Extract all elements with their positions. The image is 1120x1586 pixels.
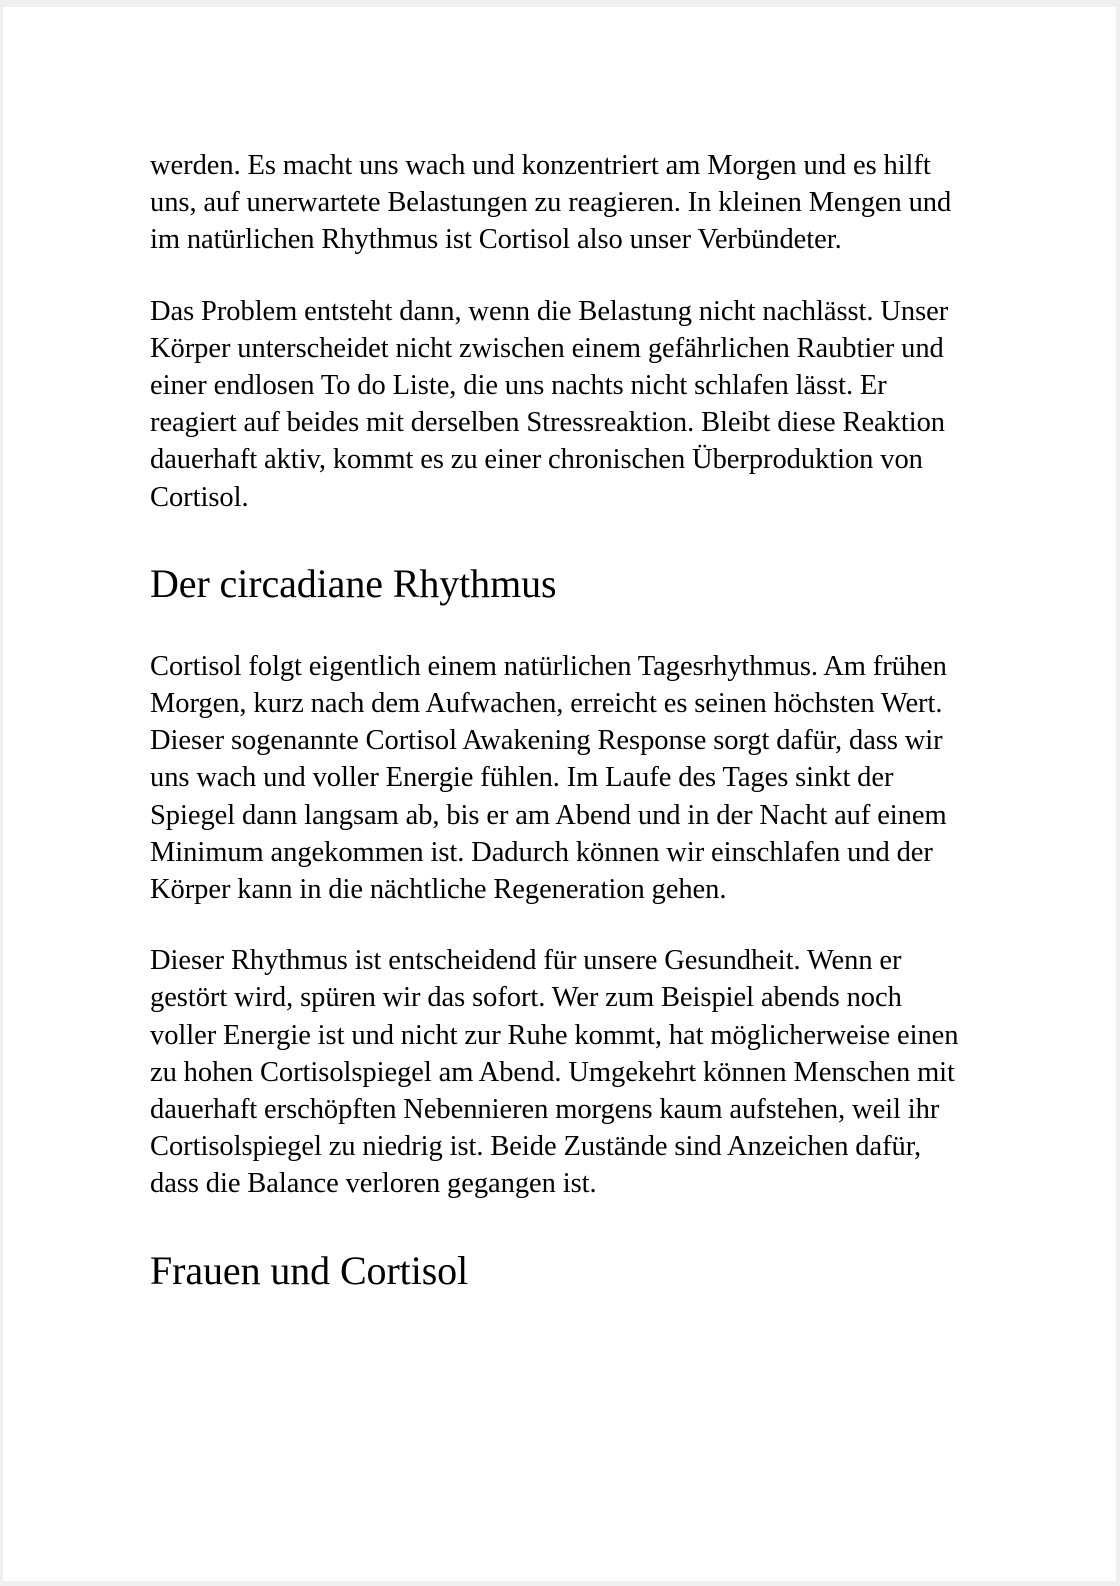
heading-women-and-cortisol: Frauen und Cortisol bbox=[150, 1247, 469, 1293]
document-text-column bbox=[150, 147, 965, 1295]
document-page bbox=[3, 7, 1116, 1581]
heading-block-women-and-cortisol bbox=[150, 1247, 965, 1295]
paragraph-rhythm-health: Dieser Rhythmus ist entscheidend für unsere Gesundheit. Wenn er gestört wird, spüren wir das sofort. Wer zum Beispiel abends noch voller Energie ist und nicht zur Ruhe kommt, hat möglicherweise einen zu hohen Cortisolspiegel am Abend. Umgekehrt können Menschen mit dauerhaft erschöpften Nebennieren morgens kaum aufstehen, weil ihr Cortisolspiegel zu niedrig ist. Beide Zustände sind Anzeichen dafür, dass die Balance verloren gegangen ist. bbox=[150, 945, 959, 1200]
paragraph-daily-rhythm: Cortisol folgt eigentlich einem natürlichen Tagesrhythmus. Am frühen Morgen, kurz nach dem Aufwachen, erreicht es seinen höchsten Wert. Dieser sogenannte Cortisol Awakening Response sorgt dafür, dass wir uns wach und voller Energie fühlen. Im Laufe des Tages sinkt der Spiegel dann langsam ab, bis er am Abend und in der Nacht auf einem Minimum angekommen ist. Dadurch können wir einschlafen und der Körper kann in die nächtliche Regeneration gehen. bbox=[150, 650, 947, 906]
heading-block-circadian-rhythm bbox=[150, 560, 965, 608]
paragraph-cortisol-ally: werden. Es macht uns wach und konzentriert am Morgen und es hilft uns, auf unerwartete Belastungen zu reagieren. In kleinen Mengen und im natürlichen Rhythmus ist Cortisol also unser Verbündeter. bbox=[150, 150, 952, 256]
paragraph-chronic-overproduction: Das Problem entsteht dann, wenn die Belastung nicht nachlässt. Unser Körper unterscheidet nicht zwischen einem gefährlichen Raubtier und einer endlosen To do Liste, die uns nachts nicht schlafen lässt. Er reagiert auf beides mit derselben Stressreaktion. Bleibt diese Reaktion dauerhaft aktiv, kommt es zu einer chronischen Überproduktion von Cortisol. bbox=[150, 295, 949, 513]
heading-circadian-rhythm: Der circadiane Rhythmus bbox=[150, 560, 557, 606]
